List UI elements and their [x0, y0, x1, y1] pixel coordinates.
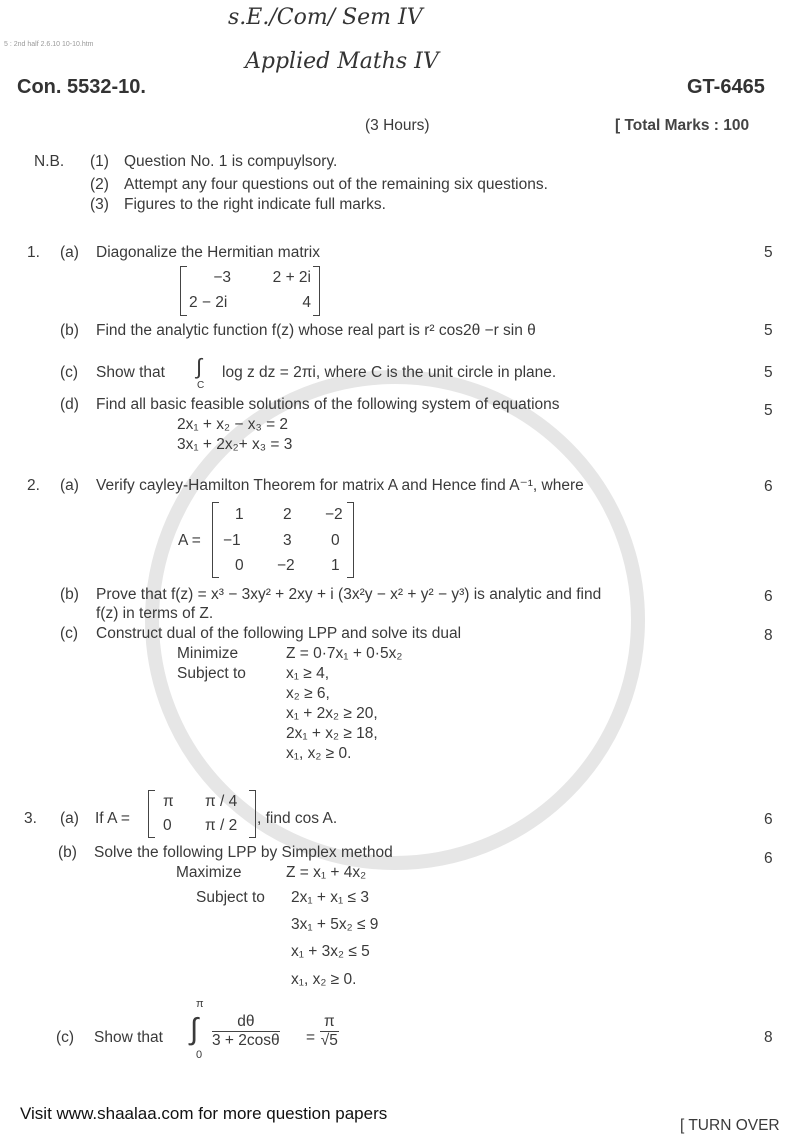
note-num: (3)	[90, 196, 109, 213]
note-num: (1)	[90, 153, 109, 170]
constraint: x₁ + 3x₂ ≤ 5	[291, 943, 370, 960]
part-label: (c)	[60, 364, 79, 381]
note-num: (2)	[90, 176, 109, 193]
marks: 6	[764, 850, 773, 867]
part-label: (a)	[60, 244, 79, 261]
minimize-label: Minimize	[177, 645, 239, 662]
part-label: (c)	[56, 1029, 75, 1046]
marks: 8	[764, 627, 773, 644]
duration: (3 Hours)	[365, 117, 430, 134]
tiny-code: 5 : 2nd half 2.6.10 10-10.htm	[4, 41, 94, 48]
matrix-cell: 1	[331, 557, 340, 574]
matrix-cell: −2	[325, 506, 343, 523]
matrix-cell: −3	[213, 269, 231, 286]
matrix-cell: π / 2	[205, 817, 238, 834]
nb-label: N.B.	[34, 153, 65, 170]
question-text: If A =	[95, 810, 130, 827]
matrix-a	[212, 502, 354, 578]
matrix-cell: 4	[302, 294, 311, 311]
question-text: Show that	[94, 1029, 163, 1046]
note-text: Figures to the right indicate full marks.	[124, 196, 386, 213]
matrix-cell: π / 4	[205, 793, 238, 810]
matrix-cell: −1	[223, 532, 241, 549]
question-text: Diagonalize the Hermitian matrix	[96, 244, 320, 261]
note-text: Question No. 1 is compuylsory.	[124, 153, 338, 170]
constraint: x₁, x₂ ≥ 0.	[286, 745, 352, 762]
marks: 5	[764, 402, 773, 419]
question-text: Solve the following LPP by Simplex method	[94, 844, 393, 861]
constraint: x₁, x₂ ≥ 0.	[291, 971, 357, 988]
lower-limit: 0	[196, 1049, 203, 1061]
matrix-cell: 0	[331, 532, 340, 549]
upper-limit: π	[196, 998, 204, 1010]
objective: Z = x₁ + 4x₂	[286, 864, 367, 881]
matrix-cell: 2	[283, 506, 292, 523]
constraint: 2x₁ + x₁ ≤ 3	[291, 889, 369, 906]
marks: 5	[764, 322, 773, 339]
objective: Z = 0·7x₁ + 0·5x₂	[286, 645, 403, 662]
matrix-cell: 3	[283, 532, 292, 549]
matrix-cell: −2	[277, 557, 295, 574]
marks: 5	[764, 244, 773, 261]
part-label: (a)	[60, 477, 79, 494]
subject-to-label: Subject to	[177, 665, 246, 682]
turn-over: [ TURN OVER	[680, 1117, 780, 1134]
footer-link-text[interactable]: Visit www.shaalaa.com for more question papers	[20, 1104, 388, 1123]
part-label: (a)	[60, 810, 79, 827]
handwritten-course: s.E./Com/ Sem IV	[228, 5, 423, 30]
question-number: 1.	[27, 244, 40, 261]
constraint: x₁ + 2x₂ ≥ 20,	[286, 705, 378, 722]
hermitian-matrix	[180, 266, 320, 316]
question-number: 3.	[24, 810, 37, 827]
contour-label: C	[197, 380, 205, 391]
matrix-cell: 2 − 2i	[189, 294, 228, 311]
equation: 2x₁ + x₂ − x₃ = 2	[177, 416, 289, 433]
part-label: (b)	[58, 844, 77, 861]
question-text: log z dz = 2πi, where C is the unit circle in plane.	[222, 364, 557, 381]
question-text: Prove that f(z) = x³ − 3xy² + 2xy + i (3x²y − x² + y² − y³) is analytic and find	[96, 586, 602, 603]
subject-to-label: Subject to	[196, 889, 265, 906]
constraint: x₁ ≥ 4,	[286, 665, 330, 682]
matrix-cell: 0	[163, 817, 172, 834]
note-text: Attempt any four questions out of the remaining six questions.	[124, 176, 548, 193]
question-text: Show that	[96, 364, 165, 381]
gt-code: GT-6465	[687, 76, 765, 98]
marks: 6	[764, 588, 773, 605]
denominator: 3 + 2cosθ	[212, 1032, 280, 1049]
part-label: (c)	[60, 625, 79, 642]
question-text: Find all basic feasible solutions of the following system of equations	[96, 396, 560, 413]
constraint: x₂ ≥ 6,	[286, 685, 330, 702]
part-label: (d)	[60, 396, 79, 413]
integral-sign: ∫	[196, 354, 203, 379]
question-text: , find cos A.	[257, 810, 338, 827]
question-text: Verify cayley-Hamilton Theorem for matrix A and Hence find A⁻¹, where	[96, 477, 584, 494]
total-marks: [ Total Marks : 100	[615, 117, 750, 134]
matrix-cell: 2 + 2i	[272, 269, 311, 286]
paper-code: Con. 5532-10.	[17, 76, 146, 98]
numerator: π	[320, 1013, 339, 1032]
marks: 8	[764, 1029, 773, 1046]
integral-sign: ∫	[190, 1013, 199, 1046]
question-text: Find the analytic function f(z) whose real part is r² cos2θ −r sin θ	[96, 322, 536, 339]
matrix-cell: 1	[235, 506, 244, 523]
matrix-a-q3	[148, 790, 256, 838]
matrix-cell: 0	[235, 557, 244, 574]
question-text: f(z) in terms of Z.	[96, 605, 214, 622]
numerator: dθ	[212, 1013, 280, 1032]
maximize-label: Maximize	[176, 864, 242, 881]
question-number: 2.	[27, 477, 40, 494]
question-text: Construct dual of the following LPP and solve its dual	[96, 625, 462, 642]
matrix-cell: π	[163, 793, 174, 810]
matrix-lhs: A =	[178, 532, 201, 549]
rhs-fraction	[320, 1013, 339, 1050]
equals: =	[306, 1029, 316, 1046]
marks: 6	[764, 478, 773, 495]
denominator: √5	[320, 1032, 338, 1049]
handwritten-subject: Applied Maths IV	[245, 49, 439, 74]
part-label: (b)	[60, 586, 79, 603]
marks: 5	[764, 364, 773, 381]
marks: 6	[764, 811, 773, 828]
fraction	[212, 1013, 280, 1050]
constraint: 2x₁ + x₂ ≥ 18,	[286, 725, 378, 742]
equation: 3x₁ + 2x₂+ x₃ = 3	[177, 436, 293, 453]
constraint: 3x₁ + 5x₂ ≤ 9	[291, 916, 379, 933]
part-label: (b)	[60, 322, 79, 339]
